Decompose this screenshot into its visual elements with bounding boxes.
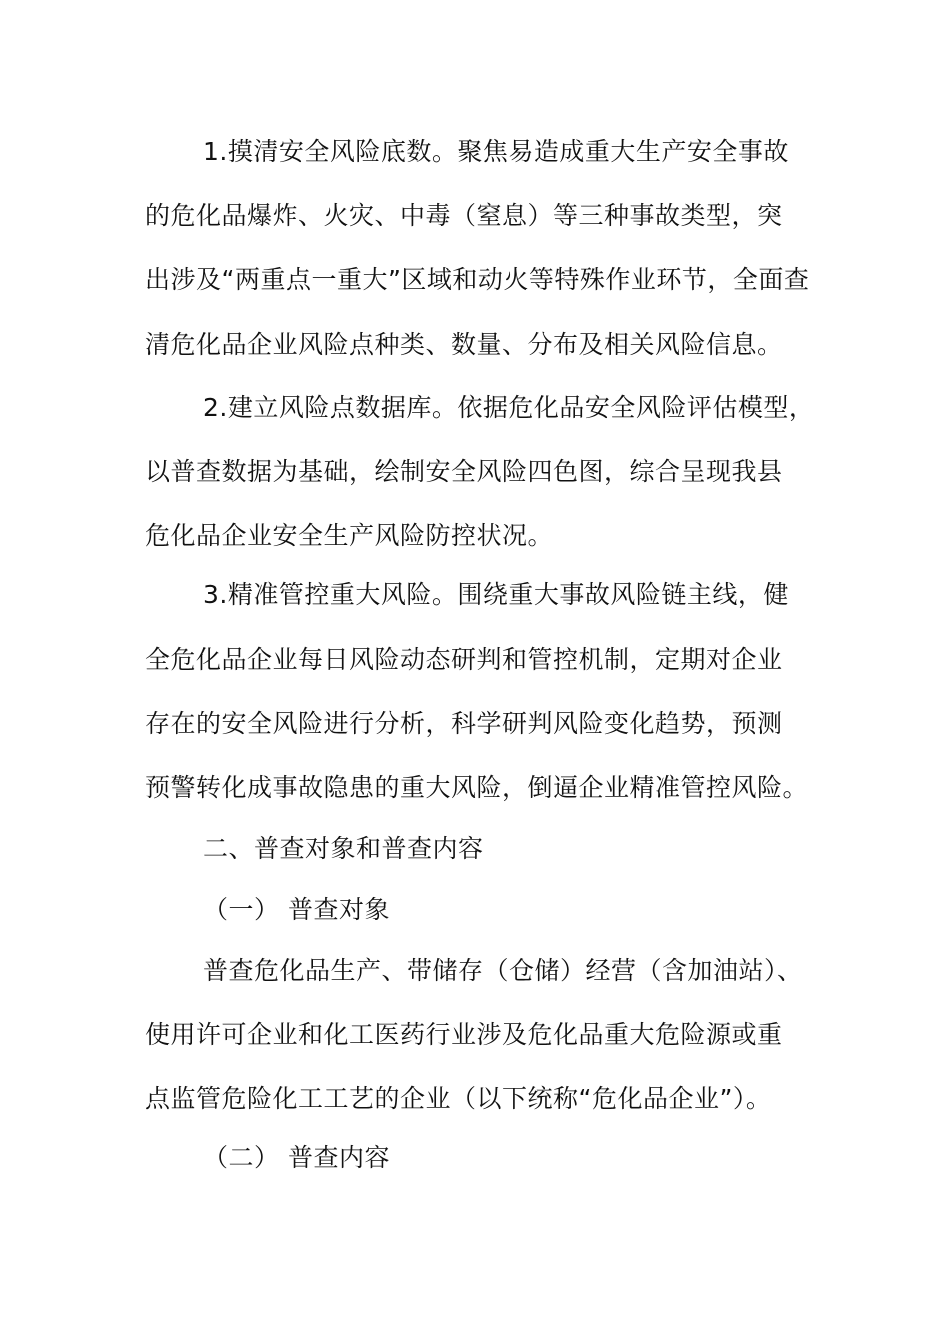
paragraph-2-line-3: 危化品企业安全生产风险防控状况。 xyxy=(145,521,554,550)
paragraph-3-line-4: 预警转化成事故隐患的重大风险，倒逼企业精准管控风险。 xyxy=(145,773,809,802)
paragraph-2-line-1: 2.建立风险点数据库。依据危化品安全风险评估模型， xyxy=(203,393,815,422)
paragraph-1-line-1: 1.摸清安全风险底数。聚焦易造成重大生产安全事故 xyxy=(203,137,789,166)
subsection-heading-1: （一） 普查对象 xyxy=(203,895,390,924)
paragraph-1-line-2: 的危化品爆炸、火灾、中毒（窒息）等三种事故类型，突 xyxy=(145,201,783,230)
paragraph-4-line-3: 点监管危险化工工艺的企业（以下统称“危化品企业”）。 xyxy=(145,1084,772,1113)
paragraph-3-line-3: 存在的安全风险进行分析，科学研判风险变化趋势，预测 xyxy=(145,709,783,738)
paragraph-1-line-3: 出涉及“两重点一重大”区域和动火等特殊作业环节，全面查 xyxy=(145,265,810,294)
paragraph-4-line-2: 使用许可企业和化工医药行业涉及危化品重大危险源或重 xyxy=(145,1020,783,1049)
section-heading: 二、普查对象和普查内容 xyxy=(203,834,484,863)
subsection-heading-2: （二） 普查内容 xyxy=(203,1143,390,1172)
paragraph-2-line-2: 以普查数据为基础，绘制安全风险四色图，综合呈现我县 xyxy=(145,457,783,486)
paragraph-3-line-2: 全危化品企业每日风险动态研判和管控机制，定期对企业 xyxy=(145,645,783,674)
paragraph-4-line-1: 普查危化品生产、带储存（仓储）经营（含加油站）、 xyxy=(203,956,803,985)
paragraph-1-line-4: 清危化品企业风险点种类、数量、分布及相关风险信息。 xyxy=(145,330,783,359)
paragraph-3-line-1: 3.精准管控重大风险。围绕重大事故风险链主线，健 xyxy=(203,580,789,609)
